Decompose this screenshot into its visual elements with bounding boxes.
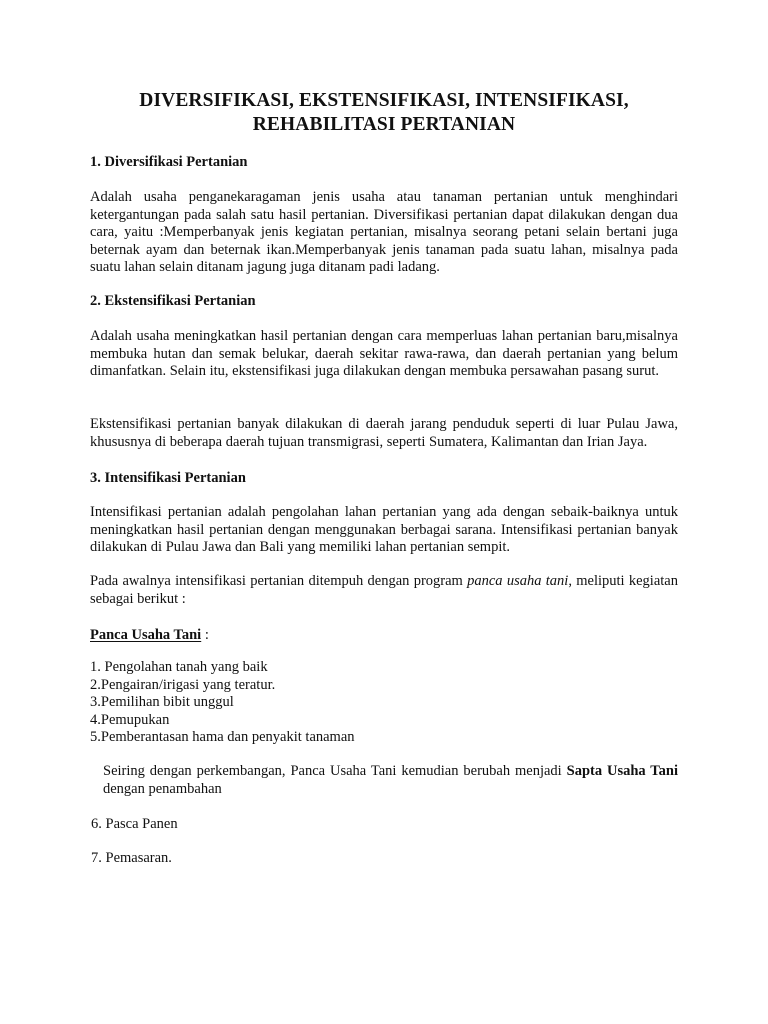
paragraph-diversifikasi: Adalah usaha penganekaragaman jenis usaha atau tanaman pertanian untuk menghindari ketergantungan pada salah satu hasil pertanian. Diversifikasi pertanian dapat dilakukan dengan dua cara, yaitu :Memperbanyak jenis kegiatan pertanian, misalnya seorang petani selain bertani juga beternak ayam dan beternak ikan.Memperbanyak jenis tanaman pada suatu lahan, misalnya pada suatu lahan selain ditanam jagung juga ditanam padi ladang. bbox=[90, 189, 678, 276]
program-intro-after: , meliputi kegiatan sebagai berikut : bbox=[90, 573, 678, 607]
program-intro-text: Pada awalnya intensifikasi pertanian ditempuh dengan program bbox=[90, 573, 468, 589]
list-item: 1. Pengolahan tanah yang baik bbox=[90, 659, 268, 675]
section-heading-ekstensifikasi: 2. Ekstensifikasi Pertanian bbox=[90, 293, 256, 309]
title-line-2: REHABILITASI PERTANIAN bbox=[252, 114, 516, 135]
panca-heading-suffix: : bbox=[201, 627, 209, 643]
panca-usaha-tani-heading bbox=[90, 626, 209, 644]
section-heading-diversifikasi: 1. Diversifikasi Pertanian bbox=[90, 154, 248, 170]
panca-usaha-tani-list bbox=[90, 659, 355, 747]
list-item: 3.Pemilihan bibit unggul bbox=[90, 694, 234, 711]
document-title bbox=[90, 89, 678, 137]
list-item: 4.Pemupukan bbox=[90, 711, 170, 728]
paragraph-intensifikasi: Intensifikasi pertanian adalah pengolahan lahan pertanian yang ada dengan sebaik-baiknya untuk meningkatkan hasil pertanian dengan menggunakan berbagai sarana. Intensifikasi pertanian banyak dilakukan di Pulau Jawa dan Bali yang memiliki lahan pertanian sempit. bbox=[90, 504, 678, 556]
document-body bbox=[90, 89, 678, 866]
sapta-after: dengan penambahan bbox=[103, 780, 222, 797]
program-intro-italic: panca usaha tani bbox=[467, 573, 569, 589]
list-item: 5.Pemberantasan hama dan penyakit tanaman bbox=[90, 729, 355, 746]
paragraph-sapta-usaha-tani bbox=[103, 763, 678, 798]
sapta-bold: Sapta Usaha Tani bbox=[566, 763, 678, 779]
list-item: 2.Pengairan/irigasi yang teratur. bbox=[90, 676, 276, 693]
paragraph-ekstensifikasi-1: Adalah usaha meningkatkan hasil pertanian dengan cara memperluas lahan pertanian baru,misalnya membuka hutan dan semak belukar, daerah sekitar rawa-rawa, dan daerah pertanian yang belum dimanfatkan. Selain itu, ekstensifikasi juga dilakukan dengan membuka persawahan pasang surut. bbox=[90, 328, 678, 380]
title-line-1: DIVERSIFIKASI, EKSTENSIFIKASI, INTENSIFIKASI, bbox=[139, 90, 629, 111]
paragraph-program-intro bbox=[90, 573, 678, 608]
paragraph-ekstensifikasi-2: Ekstensifikasi pertanian banyak dilakukan di daerah jarang penduduk seperti di luar Pulau Jawa, khususnya di beberapa daerah tujuan transmigrasi, seperti Sumatera, Kalimantan dan Irian Jaya. bbox=[90, 416, 678, 450]
sapta-item-6: 6. Pasca Panen bbox=[91, 816, 178, 832]
sapta-item-7: 7. Pemasaran. bbox=[91, 850, 172, 866]
sapta-text: Seiring dengan perkembangan, Panca Usaha Tani kemudian berubah menjadi bbox=[103, 763, 567, 779]
section-heading-intensifikasi: 3. Intensifikasi Pertanian bbox=[90, 470, 246, 486]
panca-heading-text: Panca Usaha Tani bbox=[90, 627, 202, 643]
